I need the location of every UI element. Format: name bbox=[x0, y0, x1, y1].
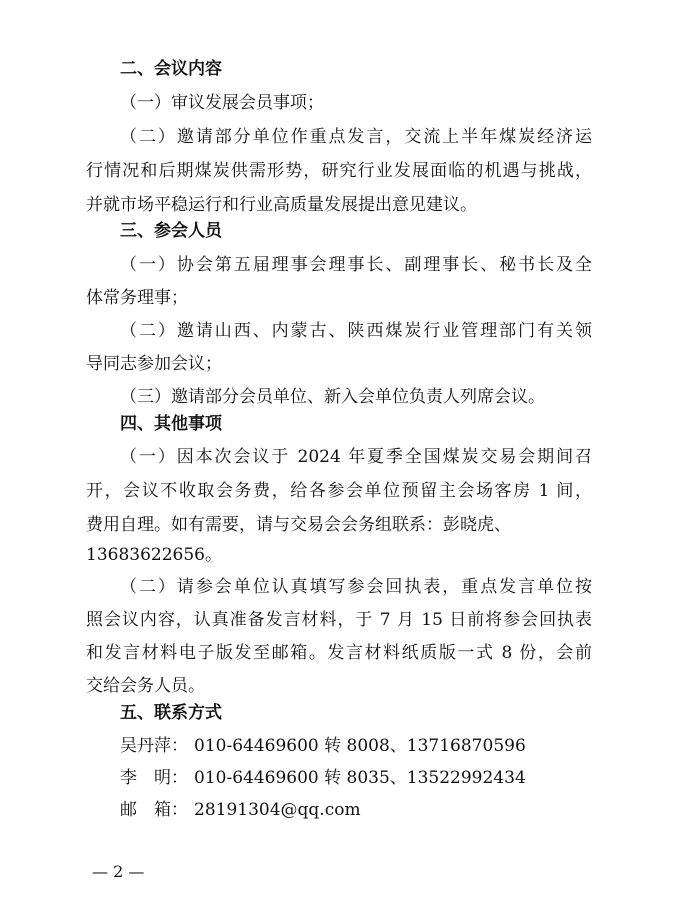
paragraph-line: 和发言材料电子版发至邮箱。发言材料纸质版一式 8 份，会前 bbox=[86, 643, 592, 663]
paragraph-line: 照会议内容，认真准备发言材料，于 7 月 15 日前将参会回执表 bbox=[86, 610, 592, 630]
paragraph-line: （三）邀请部分会员单位、新入会单位负责人列席会议。 bbox=[120, 387, 545, 407]
paragraph-line: 导同志参加会议； bbox=[86, 354, 222, 374]
contact-value: 010-64469600 转 8008、13716870596 bbox=[194, 736, 526, 756]
section-heading-meeting-content: 二、会议内容 bbox=[120, 59, 222, 79]
paragraph-line: 行情况和后期煤炭供需形势，研究行业发展面临的机遇与挑战， bbox=[86, 161, 592, 181]
contact-row bbox=[120, 735, 526, 757]
paragraph-line: 13683622656。 bbox=[86, 545, 222, 565]
contact-row bbox=[120, 767, 526, 789]
section-heading-other-matters: 四、其他事项 bbox=[120, 414, 222, 434]
paragraph-line: （二）邀请山西、内蒙古、陕西煤炭行业管理部门有关领 bbox=[120, 321, 592, 341]
paragraph-line: （一）审议发展会员事项； bbox=[120, 93, 324, 113]
section-heading-attendees: 三、参会人员 bbox=[120, 221, 222, 241]
contact-label: 吴丹萍： bbox=[120, 736, 188, 756]
email-value: 28191304@qq.com bbox=[194, 800, 361, 820]
contact-row bbox=[120, 799, 361, 821]
contact-label: 李 明： bbox=[120, 768, 188, 788]
contact-label: 邮 箱： bbox=[120, 800, 188, 820]
page-number: — 2 — bbox=[92, 862, 145, 881]
paragraph-line: 并就市场平稳运行和行业高质量发展提出意见建议。 bbox=[86, 195, 477, 215]
paragraph-line: 开，会议不收取会务费，给各参会单位预留主会场客房 1 间， bbox=[86, 481, 592, 501]
contact-value: 010-64469600 转 8035、13522992434 bbox=[194, 768, 526, 788]
paragraph-line: （一）因本次会议于 2024 年夏季全国煤炭交易会期间召 bbox=[120, 447, 592, 467]
paragraph-line: 费用自理。如有需要，请与交易会会务组联系：彭晓虎、 bbox=[86, 515, 511, 535]
paragraph-line: （二）邀请部分单位作重点发言，交流上半年煤炭经济运 bbox=[120, 127, 592, 147]
paragraph-line: （二）请参会单位认真填写参会回执表，重点发言单位按 bbox=[120, 577, 592, 597]
section-heading-contact: 五、联系方式 bbox=[120, 703, 222, 723]
paragraph-line: （一）协会第五届理事会理事长、副理事长、秘书长及全 bbox=[120, 255, 592, 275]
paragraph-line: 交给会务人员。 bbox=[86, 676, 205, 696]
paragraph-line: 体常务理事； bbox=[86, 288, 188, 308]
